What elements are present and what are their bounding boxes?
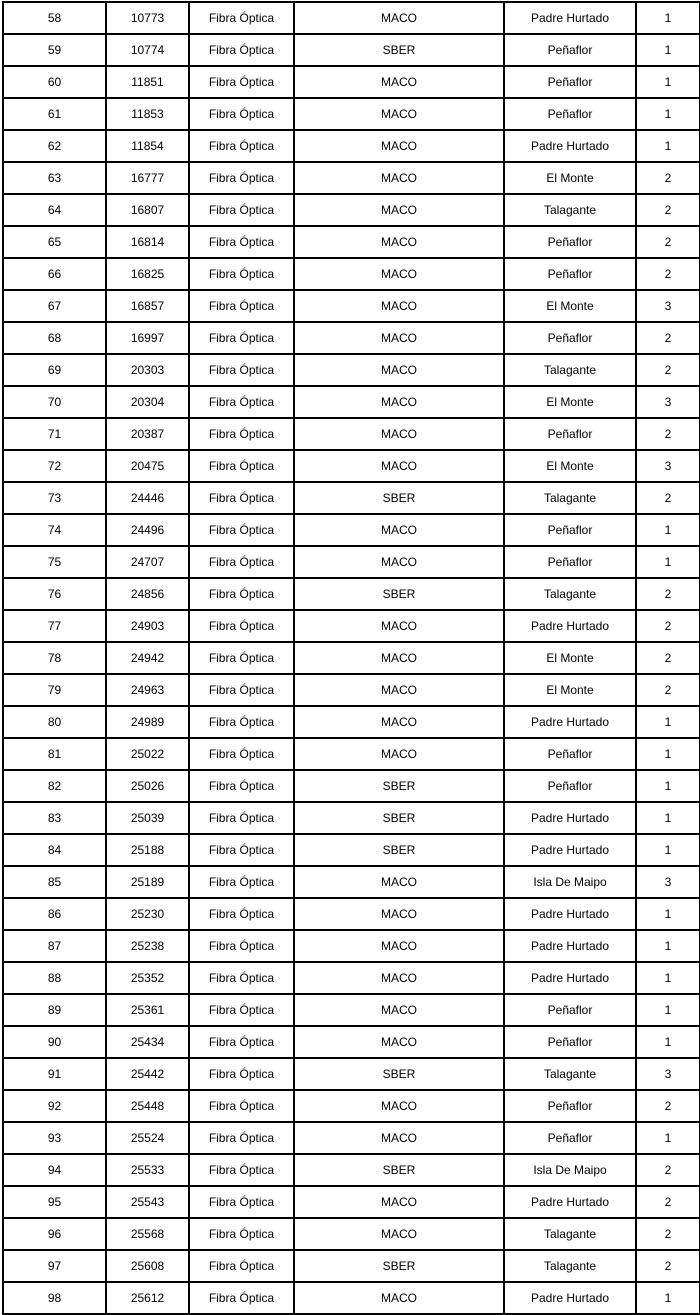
provider-cell: MACO [294,994,504,1026]
commune-cell: Peñaflor [504,1122,636,1154]
table-row [3,290,700,322]
count-cell: 1 [636,738,700,770]
count-cell: 2 [636,162,700,194]
type-cell: Fibra Óptica [189,130,294,162]
type-cell: Fibra Óptica [189,802,294,834]
commune-cell: Padre Hurtado [504,930,636,962]
count-cell: 1 [636,1122,700,1154]
type-cell: Fibra Óptica [189,322,294,354]
code-cell: 25352 [106,962,189,994]
table-row [3,1154,700,1186]
count-cell: 1 [636,770,700,802]
code-cell: 25022 [106,738,189,770]
provider-cell: MACO [294,546,504,578]
count-cell: 2 [636,642,700,674]
provider-cell: MACO [294,226,504,258]
type-cell: Fibra Óptica [189,898,294,930]
provider-cell: MACO [294,1282,504,1314]
type-cell: Fibra Óptica [189,834,294,866]
commune-cell: Talagante [504,1218,636,1250]
type-cell: Fibra Óptica [189,162,294,194]
data-table [2,1,700,1315]
code-cell: 16814 [106,226,189,258]
code-cell: 25608 [106,1250,189,1282]
commune-cell: Padre Hurtado [504,802,636,834]
provider-cell: MACO [294,1090,504,1122]
provider-cell: MACO [294,898,504,930]
provider-cell: MACO [294,610,504,642]
table-row [3,66,700,98]
count-cell: 1 [636,994,700,1026]
code-cell: 16857 [106,290,189,322]
row-number-cell: 72 [3,450,106,482]
type-cell: Fibra Óptica [189,578,294,610]
provider-cell: MACO [294,962,504,994]
code-cell: 11853 [106,98,189,130]
count-cell: 1 [636,898,700,930]
row-number-cell: 91 [3,1058,106,1090]
provider-cell: MACO [294,1186,504,1218]
type-cell: Fibra Óptica [189,546,294,578]
code-cell: 25189 [106,866,189,898]
provider-cell: MACO [294,1122,504,1154]
row-number-cell: 61 [3,98,106,130]
code-cell: 24707 [106,546,189,578]
count-cell: 3 [636,386,700,418]
table-row [3,1090,700,1122]
count-cell: 2 [636,226,700,258]
code-cell: 25612 [106,1282,189,1314]
provider-cell: MACO [294,98,504,130]
code-cell: 25568 [106,1218,189,1250]
type-cell: Fibra Óptica [189,226,294,258]
row-number-cell: 94 [3,1154,106,1186]
commune-cell: Padre Hurtado [504,2,636,34]
commune-cell: Peñaflor [504,226,636,258]
code-cell: 25448 [106,1090,189,1122]
code-cell: 24963 [106,674,189,706]
table-row [3,194,700,226]
type-cell: Fibra Óptica [189,994,294,1026]
provider-cell: MACO [294,354,504,386]
provider-cell: MACO [294,162,504,194]
table-body [3,2,700,1314]
row-number-cell: 66 [3,258,106,290]
provider-cell: MACO [294,258,504,290]
code-cell: 25230 [106,898,189,930]
code-cell: 25026 [106,770,189,802]
table-row [3,1282,700,1314]
row-number-cell: 89 [3,994,106,1026]
type-cell: Fibra Óptica [189,194,294,226]
provider-cell: MACO [294,1218,504,1250]
code-cell: 25533 [106,1154,189,1186]
type-cell: Fibra Óptica [189,34,294,66]
type-cell: Fibra Óptica [189,738,294,770]
provider-cell: SBER [294,834,504,866]
commune-cell: Padre Hurtado [504,610,636,642]
commune-cell: Peñaflor [504,546,636,578]
code-cell: 16777 [106,162,189,194]
count-cell: 1 [636,34,700,66]
row-number-cell: 82 [3,770,106,802]
provider-cell: SBER [294,578,504,610]
provider-cell: MACO [294,322,504,354]
table-row [3,322,700,354]
table-row [3,898,700,930]
commune-cell: Talagante [504,354,636,386]
table-row [3,802,700,834]
type-cell: Fibra Óptica [189,98,294,130]
count-cell: 3 [636,290,700,322]
count-cell: 1 [636,66,700,98]
row-number-cell: 58 [3,2,106,34]
commune-cell: Peñaflor [504,1026,636,1058]
table-row [3,738,700,770]
count-cell: 1 [636,2,700,34]
commune-cell: Padre Hurtado [504,130,636,162]
code-cell: 11851 [106,66,189,98]
type-cell: Fibra Óptica [189,1090,294,1122]
type-cell: Fibra Óptica [189,354,294,386]
table-row [3,674,700,706]
row-number-cell: 80 [3,706,106,738]
count-cell: 1 [636,930,700,962]
table-row [3,162,700,194]
row-number-cell: 87 [3,930,106,962]
type-cell: Fibra Óptica [189,482,294,514]
provider-cell: MACO [294,386,504,418]
table-row [3,258,700,290]
row-number-cell: 78 [3,642,106,674]
provider-cell: MACO [294,866,504,898]
count-cell: 2 [636,610,700,642]
commune-cell: El Monte [504,674,636,706]
code-cell: 20304 [106,386,189,418]
table-row [3,450,700,482]
table-row [3,610,700,642]
table-row [3,482,700,514]
commune-cell: Peñaflor [504,66,636,98]
provider-cell: SBER [294,1250,504,1282]
row-number-cell: 77 [3,610,106,642]
table-row [3,1218,700,1250]
table-row [3,546,700,578]
provider-cell: SBER [294,1058,504,1090]
type-cell: Fibra Óptica [189,418,294,450]
commune-cell: Talagante [504,1058,636,1090]
type-cell: Fibra Óptica [189,1250,294,1282]
row-number-cell: 90 [3,1026,106,1058]
row-number-cell: 96 [3,1218,106,1250]
count-cell: 1 [636,834,700,866]
type-cell: Fibra Óptica [189,930,294,962]
row-number-cell: 59 [3,34,106,66]
code-cell: 11854 [106,130,189,162]
count-cell: 1 [636,1026,700,1058]
count-cell: 1 [636,514,700,546]
type-cell: Fibra Óptica [189,610,294,642]
row-number-cell: 64 [3,194,106,226]
row-number-cell: 97 [3,1250,106,1282]
commune-cell: Isla De Maipo [504,866,636,898]
type-cell: Fibra Óptica [189,674,294,706]
commune-cell: Peñaflor [504,34,636,66]
commune-cell: El Monte [504,386,636,418]
row-number-cell: 86 [3,898,106,930]
provider-cell: MACO [294,66,504,98]
count-cell: 2 [636,418,700,450]
code-cell: 24942 [106,642,189,674]
type-cell: Fibra Óptica [189,1026,294,1058]
provider-cell: SBER [294,482,504,514]
provider-cell: MACO [294,450,504,482]
table-row [3,642,700,674]
table-row [3,2,700,34]
row-number-cell: 75 [3,546,106,578]
count-cell: 1 [636,546,700,578]
commune-cell: Peñaflor [504,98,636,130]
type-cell: Fibra Óptica [189,450,294,482]
provider-cell: MACO [294,290,504,322]
provider-cell: MACO [294,2,504,34]
commune-cell: Padre Hurtado [504,898,636,930]
count-cell: 3 [636,450,700,482]
provider-cell: MACO [294,738,504,770]
type-cell: Fibra Óptica [189,258,294,290]
row-number-cell: 85 [3,866,106,898]
commune-cell: El Monte [504,162,636,194]
table-row [3,578,700,610]
table-row [3,514,700,546]
table-row [3,1058,700,1090]
provider-cell: SBER [294,1154,504,1186]
row-number-cell: 92 [3,1090,106,1122]
row-number-cell: 98 [3,1282,106,1314]
count-cell: 2 [636,674,700,706]
code-cell: 25188 [106,834,189,866]
count-cell: 1 [636,706,700,738]
commune-cell: Padre Hurtado [504,1186,636,1218]
provider-cell: MACO [294,130,504,162]
code-cell: 24496 [106,514,189,546]
table-row [3,770,700,802]
commune-cell: Peñaflor [504,514,636,546]
commune-cell: El Monte [504,450,636,482]
commune-cell: Talagante [504,194,636,226]
code-cell: 25524 [106,1122,189,1154]
provider-cell: MACO [294,1026,504,1058]
table-row [3,98,700,130]
type-cell: Fibra Óptica [189,1154,294,1186]
count-cell: 1 [636,1282,700,1314]
commune-cell: Padre Hurtado [504,962,636,994]
table-row [3,1250,700,1282]
count-cell: 2 [636,1154,700,1186]
count-cell: 1 [636,130,700,162]
provider-cell: MACO [294,194,504,226]
table-row [3,418,700,450]
type-cell: Fibra Óptica [189,1218,294,1250]
provider-cell: MACO [294,674,504,706]
table-row [3,34,700,66]
type-cell: Fibra Óptica [189,514,294,546]
commune-cell: Peñaflor [504,258,636,290]
code-cell: 25361 [106,994,189,1026]
commune-cell: Talagante [504,578,636,610]
count-cell: 2 [636,194,700,226]
table-row [3,1026,700,1058]
count-cell: 3 [636,866,700,898]
commune-cell: Talagante [504,1250,636,1282]
count-cell: 1 [636,98,700,130]
table-row [3,354,700,386]
commune-cell: Peñaflor [504,770,636,802]
commune-cell: El Monte [504,642,636,674]
code-cell: 10774 [106,34,189,66]
code-cell: 24989 [106,706,189,738]
commune-cell: Talagante [504,482,636,514]
row-number-cell: 68 [3,322,106,354]
type-cell: Fibra Óptica [189,290,294,322]
commune-cell: Peñaflor [504,994,636,1026]
commune-cell: Padre Hurtado [504,1282,636,1314]
table-row [3,130,700,162]
commune-cell: Peñaflor [504,1090,636,1122]
row-number-cell: 74 [3,514,106,546]
table-row [3,706,700,738]
provider-cell: SBER [294,802,504,834]
row-number-cell: 71 [3,418,106,450]
row-number-cell: 88 [3,962,106,994]
table-row [3,1186,700,1218]
count-cell: 2 [636,1250,700,1282]
code-cell: 24446 [106,482,189,514]
table-row [3,962,700,994]
provider-cell: MACO [294,418,504,450]
row-number-cell: 62 [3,130,106,162]
row-number-cell: 69 [3,354,106,386]
code-cell: 25434 [106,1026,189,1058]
code-cell: 25039 [106,802,189,834]
code-cell: 10773 [106,2,189,34]
commune-cell: Padre Hurtado [504,706,636,738]
count-cell: 2 [636,482,700,514]
commune-cell: Isla De Maipo [504,1154,636,1186]
count-cell: 3 [636,1058,700,1090]
row-number-cell: 70 [3,386,106,418]
commune-cell: Peñaflor [504,418,636,450]
count-cell: 1 [636,962,700,994]
row-number-cell: 93 [3,1122,106,1154]
table-row [3,994,700,1026]
count-cell: 2 [636,1186,700,1218]
type-cell: Fibra Óptica [189,962,294,994]
count-cell: 2 [636,258,700,290]
type-cell: Fibra Óptica [189,770,294,802]
commune-cell: Peñaflor [504,322,636,354]
row-number-cell: 81 [3,738,106,770]
type-cell: Fibra Óptica [189,642,294,674]
type-cell: Fibra Óptica [189,1186,294,1218]
table-row [3,1122,700,1154]
row-number-cell: 73 [3,482,106,514]
provider-cell: MACO [294,514,504,546]
row-number-cell: 60 [3,66,106,98]
type-cell: Fibra Óptica [189,66,294,98]
row-number-cell: 65 [3,226,106,258]
provider-cell: MACO [294,930,504,962]
table-row [3,834,700,866]
row-number-cell: 83 [3,802,106,834]
type-cell: Fibra Óptica [189,706,294,738]
table-row [3,930,700,962]
table-row [3,866,700,898]
provider-cell: SBER [294,34,504,66]
row-number-cell: 76 [3,578,106,610]
provider-cell: MACO [294,642,504,674]
type-cell: Fibra Óptica [189,386,294,418]
provider-cell: MACO [294,706,504,738]
type-cell: Fibra Óptica [189,2,294,34]
count-cell: 2 [636,354,700,386]
table-row [3,386,700,418]
row-number-cell: 67 [3,290,106,322]
code-cell: 25238 [106,930,189,962]
count-cell: 1 [636,802,700,834]
row-number-cell: 84 [3,834,106,866]
row-number-cell: 63 [3,162,106,194]
code-cell: 24903 [106,610,189,642]
code-cell: 16825 [106,258,189,290]
code-cell: 25543 [106,1186,189,1218]
type-cell: Fibra Óptica [189,1122,294,1154]
type-cell: Fibra Óptica [189,866,294,898]
commune-cell: Padre Hurtado [504,834,636,866]
code-cell: 24856 [106,578,189,610]
code-cell: 20387 [106,418,189,450]
row-number-cell: 95 [3,1186,106,1218]
commune-cell: El Monte [504,290,636,322]
code-cell: 25442 [106,1058,189,1090]
count-cell: 2 [636,1218,700,1250]
count-cell: 2 [636,578,700,610]
type-cell: Fibra Óptica [189,1058,294,1090]
type-cell: Fibra Óptica [189,1282,294,1314]
count-cell: 2 [636,1090,700,1122]
commune-cell: Peñaflor [504,738,636,770]
provider-cell: SBER [294,770,504,802]
table-row [3,226,700,258]
code-cell: 16807 [106,194,189,226]
code-cell: 20303 [106,354,189,386]
count-cell: 2 [636,322,700,354]
code-cell: 20475 [106,450,189,482]
code-cell: 16997 [106,322,189,354]
row-number-cell: 79 [3,674,106,706]
